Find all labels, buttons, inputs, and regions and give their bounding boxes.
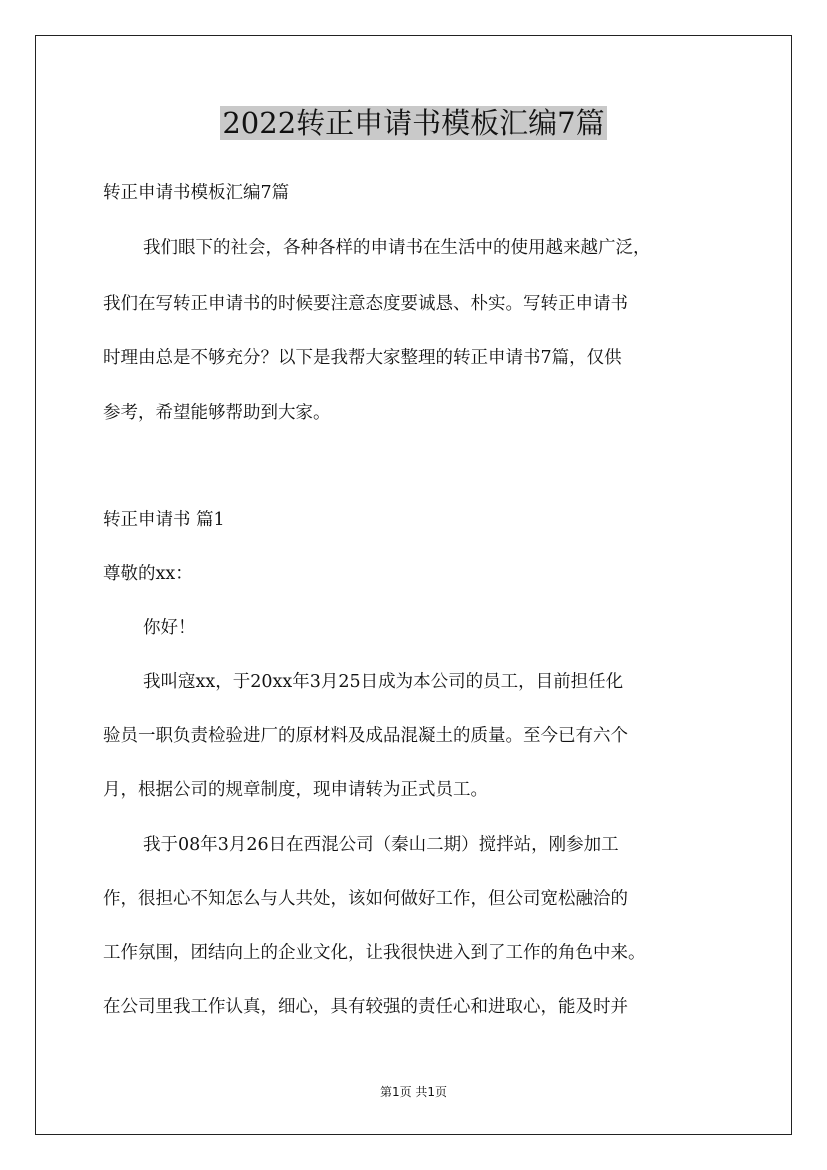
intro-line-3: 时理由总是不够充分？以下是我帮大家整理的转正申请书7篇，仅供 <box>103 348 622 368</box>
body-line-6: 工作氛围，团结向上的企业文化，让我很快进入到了工作的角色中来。 <box>103 943 646 963</box>
intro-line-4: 参考，希望能够帮助到大家。 <box>103 403 331 423</box>
document-title-text: 2022转正申请书模板汇编7篇 <box>222 106 605 140</box>
salutation: 尊敬的xx： <box>103 564 193 584</box>
body-line-5: 作，很担心不知怎么与人共处，该如何做好工作，但公司宽松融洽的 <box>103 889 628 909</box>
subtitle-line: 转正申请书模板汇编7篇 <box>103 183 290 203</box>
body-line-1: 我叫寇xx，于20xx年3月25日成为本公司的员工，目前担任化 <box>143 672 624 692</box>
body-line-2: 验员一职负责检验进厂的原材料及成品混凝土的质量。至今已有六个 <box>103 726 628 746</box>
section-heading: 转正申请书 篇1 <box>103 510 225 530</box>
body-line-7: 在公司里我工作认真，细心，具有较强的责任心和进取心，能及时并 <box>103 997 628 1017</box>
body-line-4: 我于08年3月26日在西混公司（秦山二期）搅拌站，刚参加工 <box>143 835 619 855</box>
body-line-3: 月，根据公司的规章制度，现申请转为正式员工。 <box>103 780 488 800</box>
document-title <box>0 103 827 143</box>
intro-line-1: 我们眼下的社会，各种各样的申请书在生活中的使用越来越广泛， <box>143 238 651 258</box>
greeting: 你好！ <box>143 618 196 638</box>
page-footer: 第1页 共1页 <box>379 1085 448 1099</box>
intro-line-2: 我们在写转正申请书的时候要注意态度要诚恳、朴实。写转正申请书 <box>103 294 628 314</box>
